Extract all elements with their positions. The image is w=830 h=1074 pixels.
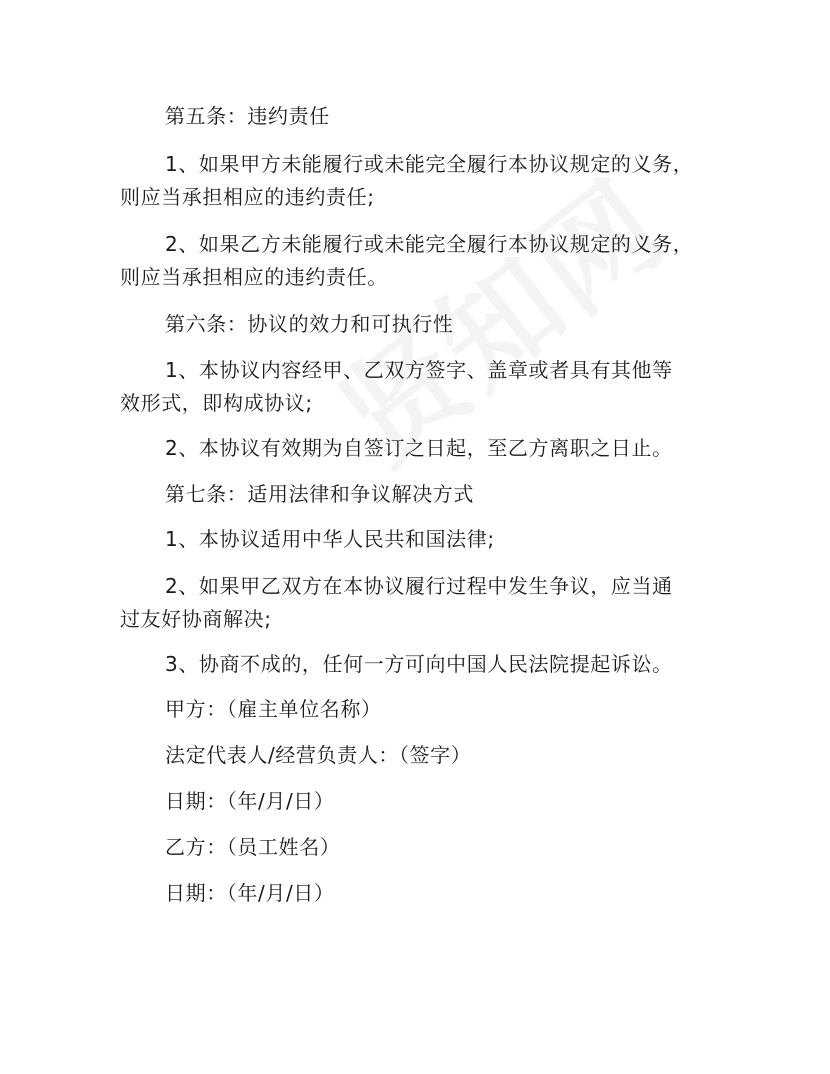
article-7-clause-3: 3、协商不成的，任何一方可向中国人民法院提起诉讼。 — [165, 652, 673, 676]
legal-representative-line: 法定代表人/经营负责人：（签字） — [165, 743, 472, 767]
article-7-clause-2-line-2: 过友好协商解决; — [120, 607, 272, 631]
article-6-clause-2: 2、本协议有效期为自签订之日起，至乙方离职之日止。 — [165, 436, 673, 460]
party-b-line: 乙方：（员工姓名） — [165, 835, 341, 859]
article-7-heading: 第七条：适用法律和争议解决方式 — [165, 482, 474, 506]
article-5-clause-2-line-1: 2、如果乙方未能履行或未能完全履行本协议规定的义务， — [165, 232, 694, 256]
article-5-clause-1-line-1: 1、如果甲方未能履行或未能完全履行本协议规定的义务， — [165, 152, 694, 176]
party-b-date-line: 日期：（年/月/日） — [165, 881, 335, 905]
party-a-line: 甲方：（雇主单位名称） — [165, 697, 382, 721]
article-6-heading: 第六条：协议的效力和可执行性 — [165, 312, 454, 336]
article-7-clause-1: 1、本协议适用中华人民共和国法律; — [165, 527, 495, 551]
party-a-date-line: 日期：（年/月/日） — [165, 789, 335, 813]
article-7-clause-2-line-1: 2、如果甲乙双方在本协议履行过程中发生争议，应当通 — [165, 574, 673, 598]
article-5-clause-1-line-2: 则应当承担相应的违约责任; — [120, 185, 375, 209]
article-6-clause-1-line-2: 效形式，即构成协议; — [120, 391, 313, 415]
article-5-heading: 第五条：违约责任 — [165, 104, 330, 128]
article-6-clause-1-line-1: 1、本协议内容经甲、乙双方签字、盖章或者具有其他等 — [165, 358, 673, 382]
article-5-clause-2-line-2: 则应当承担相应的违约责任。 — [120, 265, 388, 289]
